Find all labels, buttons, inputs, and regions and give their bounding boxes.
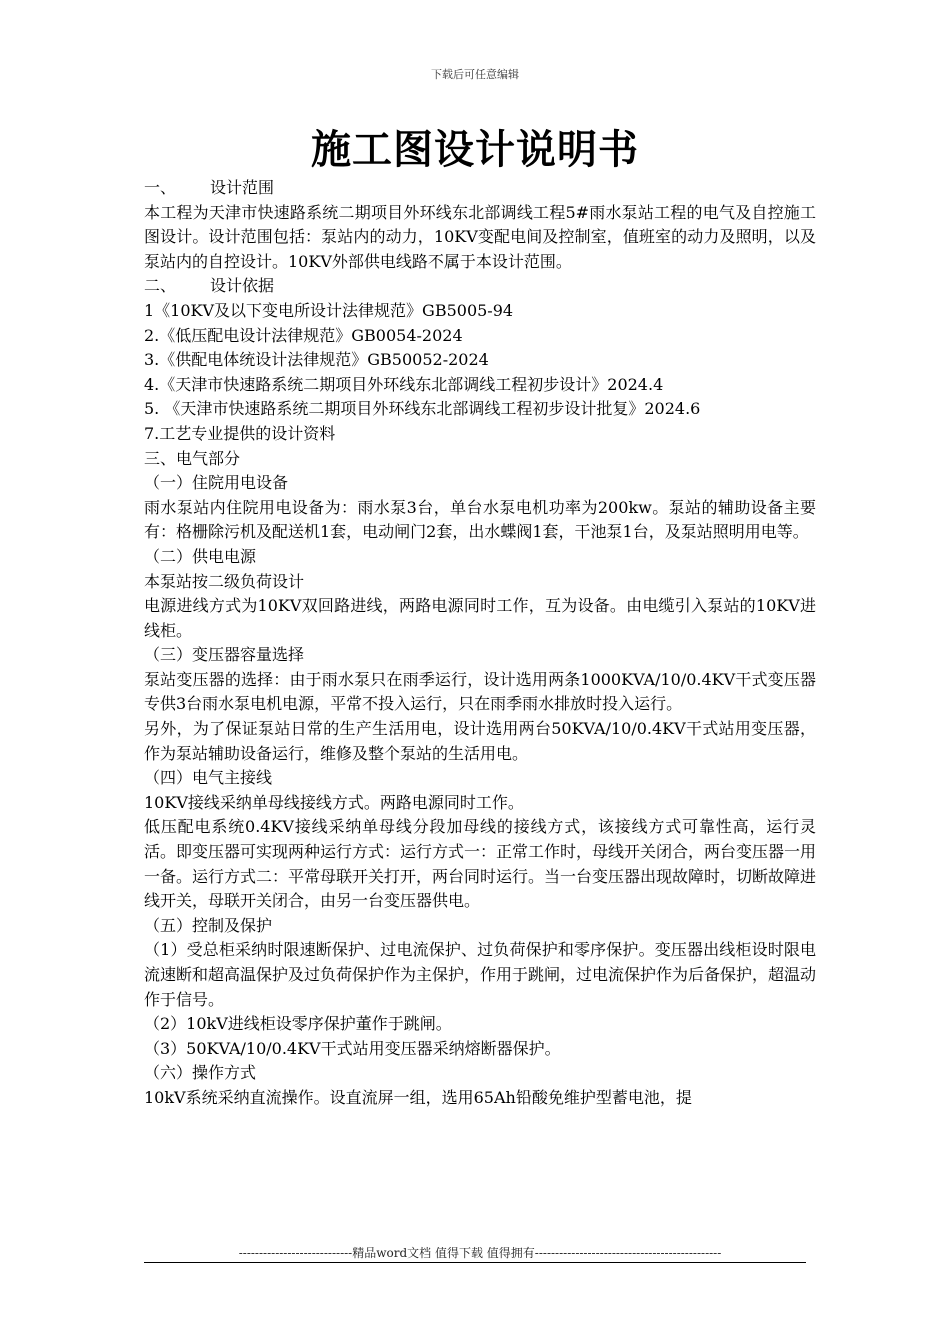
section-number: 二、	[144, 276, 177, 296]
page-footer: ----------------------------精品word文档 值得下载 值得拥有----------------------------------------------	[238, 1246, 722, 1260]
subheading: （六）操作方式	[144, 1063, 257, 1083]
subheading: （一）住院用电设备	[144, 473, 289, 493]
reference-item: 4.《天津市快速路系统二期项目外环线东北部调线工程初步设计》2024.4	[144, 374, 664, 394]
section-title: 设计依据	[210, 276, 275, 296]
document-title: 施工图设计说明书	[311, 126, 639, 173]
section-number: 一、	[144, 178, 177, 197]
section-heading-electrical: 三、电气部分	[144, 448, 241, 468]
paragraph: 泵站变压器的选择：由于雨水泵只在雨季运行，设计选用两条1000KVA/10/0.4KV干式变压器专供3台雨水泵电机电源，平常不投入运行，只在雨季雨水排放时投入运行。	[144, 669, 816, 714]
paragraph: （2）10kV进线柜设零序保护董作于跳闸。	[144, 1014, 452, 1034]
paragraph: 10kV系统采纳直流操作。设直流屏一组，选用65Ah铅酸免维护型蓄电池，提	[144, 1087, 692, 1107]
section-heading-basis	[144, 274, 816, 299]
paragraph: 10KV接线采纳单母线接线方式。两路电源同时工作。	[144, 792, 524, 812]
section-title: 设计范围	[210, 178, 275, 197]
paragraph: 本泵站按二级负荷设计	[144, 571, 305, 591]
paragraph: 低压配电系统0.4KV接线采纳单母线分段加母线的接线方式，该接线方式可靠性高，运行灵活。即变压器可实现两种运行方式：运行方式一：正常工作时，母线开关闭合，两台变压器一用一备。运行方式二：平常母联开关打开，两台同时运行。当一台变压器出现故障时，切断故障进线开关，母联开关闭合，由另一台变压器供电。	[144, 817, 817, 911]
subheading: （五）控制及保护	[144, 915, 273, 935]
document-body	[144, 176, 816, 1111]
paragraph: 另外，为了保证泵站日常的生产生活用电，设计选用两台50KVA/10/0.4KV干式站用变压器，作为泵站辅助设备运行，维修及整个泵站的生活用电。	[144, 719, 816, 763]
paragraph: 电源进线方式为10KV双回路进线，两路电源同时工作，互为设备。由电缆引入泵站的10KV进线柜。	[144, 596, 816, 640]
reference-item: 7.工艺专业提供的设计资料	[144, 423, 336, 443]
paragraph: （1）受总柜采纳时限速断保护、过电流保护、过负荷保护和零序保护。变压器出线柜设时限电流速断和超高温保护及过负荷保护作为主保护，作用于跳闸，过电流保护作为后备保护，超温动作于信号。	[144, 940, 817, 1009]
subheading: （二）供电电源	[144, 546, 257, 566]
reference-item: 5. 《天津市快速路系统二期项目外环线东北部调线工程初步设计批复》2024.6	[144, 399, 701, 419]
paragraph: （3）50KVA/10/0.4KV干式站用变压器采纳熔断器保护。	[144, 1038, 561, 1058]
reference-item: 1《10KV及以下变电所设计法律规范》GB5005-94	[144, 300, 514, 320]
subheading: （三）变压器容量选择	[144, 645, 305, 665]
paragraph-scope: 本工程为天津市快速路系统二期项目外环线东北部调线工程5#雨水泵站工程的电气及自控施工图设计。设计范围包括：泵站内的动力，10KV变配电间及控制室，值班室的动力及照明，以及泵站内的自控设计。10KV外部供电线路不属于本设计范围。	[144, 202, 816, 271]
reference-item: 3.《供配电体统设计法律规范》GB50052-2024	[144, 350, 489, 370]
reference-item: 2.《低压配电设计法律规范》GB0054-2024	[144, 325, 463, 345]
header-note: 下载后可任意编辑	[431, 68, 519, 81]
section-heading-scope	[144, 176, 816, 201]
subheading: （四）电气主接线	[144, 768, 273, 788]
footer-divider	[144, 1262, 806, 1263]
paragraph: 雨水泵站内住院用电设备为：雨水泵3台，单台水泵电机功率为200kw。泵站的辅助设备主要有：格栅除污机及配送机1套，电动闸门2套，出水蝶阀1套，干池泵1台，及泵站照明用电等。	[144, 497, 816, 542]
